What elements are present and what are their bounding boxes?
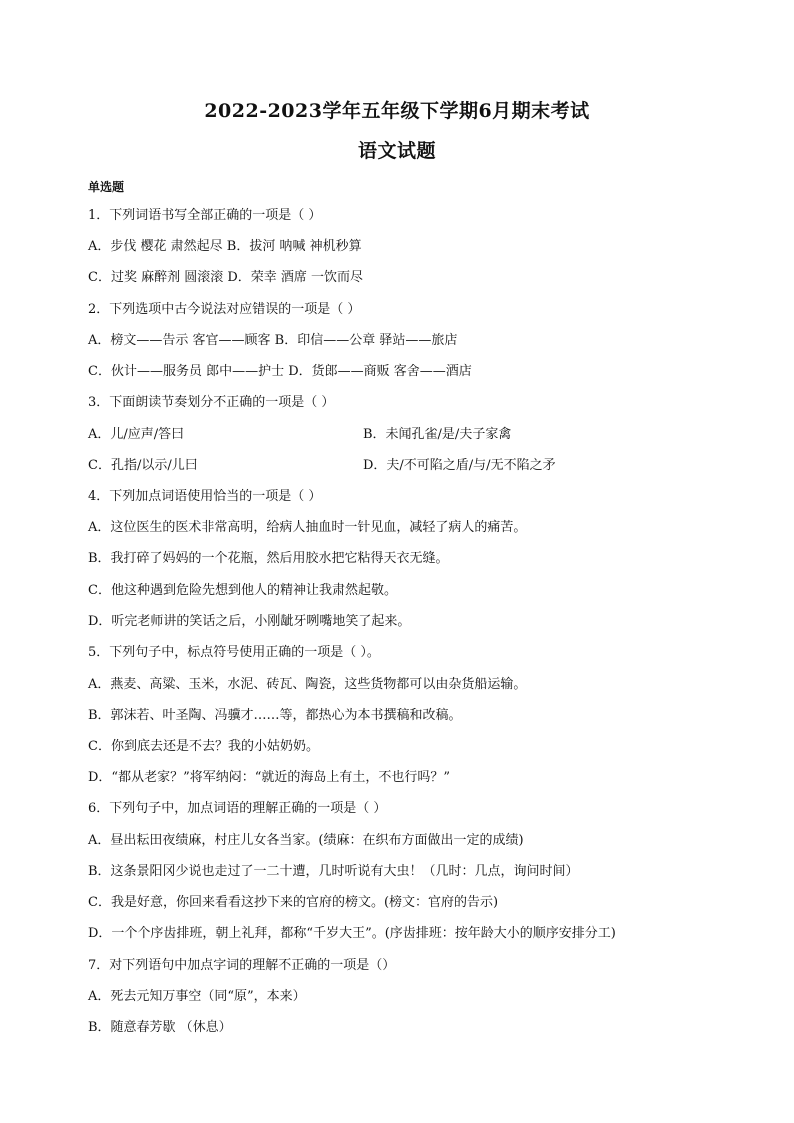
q6-option-b: B．这条景阳冈少说也走过了一二十遭，几时听说有大虫！（几时：几点，询问时间） [88,864,579,879]
question-3: 3．下面朗读节奏划分不正确的一项是（ ） [88,395,335,410]
q3-option-c: C．孔指/以示/儿曰 [88,458,198,473]
q2-options-cd: C．伙计——服务员 郎中——护士 D．货郎——商贩 客舍——酒店 [88,364,472,379]
q6-option-c: C．我是好意，你回来看看这抄下来的官府的榜文。(榜文：官府的告示) [88,895,499,910]
q1-options-ab: A．步伐 樱花 肃然起尽 B．拔河 呐喊 神机秒算 [88,239,362,254]
question-4: 4．下列加点词语使用恰当的一项是（ ） [88,489,322,504]
q2-options-ab: A．榜文——告示 客官——顾客 B．印信——公章 驿站——旅店 [88,333,458,348]
q4-option-c: C．他这种遇到危险先想到他人的精神让我肃然起敬。 [88,583,397,598]
question-2: 2．下列选项中古今说法对应错误的一项是（ ） [88,302,361,317]
q5-option-b: B．郭沫若、叶圣陶、冯骥才……等，都热心为本书撰稿和改稿。 [88,708,462,723]
q6-option-a: A．昼出耘田夜绩麻，村庄儿女各当家。(绩麻：在织布方面做出一定的成绩) [88,833,524,848]
question-5: 5．下列句子中，标点符号使用正确的一项是（ ）。 [88,645,380,660]
q7-option-b: B．随意春芳歇 （休息） [88,1020,232,1035]
page-subtitle: 语文试题 [357,140,436,162]
q3-option-b: B．未闻孔雀/是/夫子家禽 [363,427,512,442]
question-1: 1．下列词语书写全部正确的一项是（ ） [88,208,322,223]
q4-option-b: B．我打碎了妈妈的一个花瓶，然后用胶水把它粘得天衣无缝。 [88,551,449,566]
q3-option-a: A．儿/应声/答曰 [88,427,185,442]
q4-option-a: A．这位医生的医术非常高明，给病人抽血时一针见血，减轻了病人的痛苦。 [88,520,527,535]
q5-option-d: D．“都从老家？”将军纳闷：“就近的海岛上有土，不也行吗？” [88,770,451,785]
q4-option-d: D．听完老师讲的笑话之后，小刚龇牙咧嘴地笑了起来。 [88,614,411,629]
page-title: 2022-2023学年五年级下学期6月期末考试 [204,100,590,122]
q7-option-a: A．死去元知万事空（同“原”，本来） [88,989,306,1004]
q6-option-d: D．一个个序齿排班，朝上礼拜，都称“千岁大王”。(序齿排班：按年龄大小的顺序安排分工) [88,926,616,941]
section-heading: 单选题 [88,180,125,194]
question-7: 7．对下列语句中加点字词的理解不正确的一项是（） [88,958,396,973]
q5-option-a: A．燕麦、高粱、玉米，水泥、砖瓦、陶瓷，这些货物都可以由杂货船运输。 [88,677,527,692]
q1-options-cd: C．过奖 麻醉剂 圆滚滚 D．荣幸 酒席 一饮而尽 [88,270,364,285]
q3-option-d: D．夫/不可陷之盾/与/无不陷之矛 [363,458,556,473]
question-6: 6．下列句子中，加点词语的理解正确的一项是（ ） [88,801,387,816]
q5-option-c: C．你到底去还是不去？我的小姑奶奶。 [88,739,319,754]
